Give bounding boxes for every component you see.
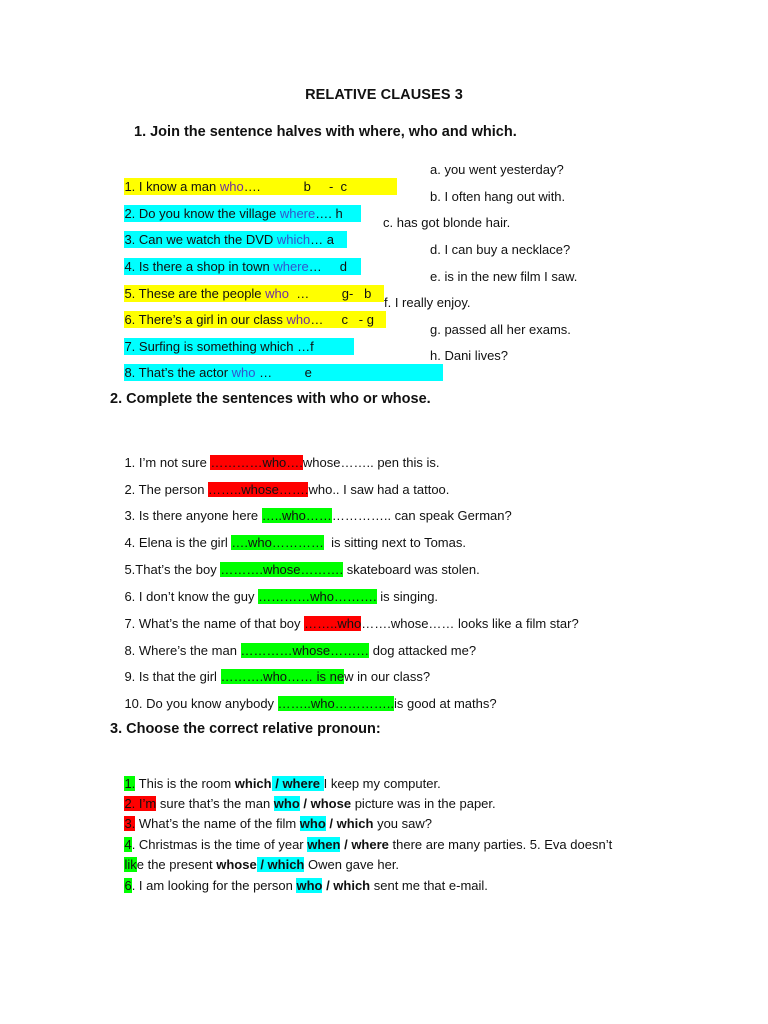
s1-answer-c: c. has got blonde hair. <box>383 215 511 230</box>
s3-item-3: 3. What’s the name of the film who / which you saw? <box>124 816 433 831</box>
s3-item-4: 4. Christmas is the time of year when / where there are many parties. 5. Eva doesn’t <box>124 837 613 852</box>
s3-item-6: 6. I am looking for the person who / which sent me that e-mail. <box>124 878 488 893</box>
s2-item-3: 3. Is there anyone here …..who……………….. can speak German? <box>124 508 512 523</box>
section2-heading: 2. Complete the sentences with who or whose. <box>110 391 431 407</box>
s1-item-4: 4. Is there a shop in town where… d <box>110 241 361 292</box>
s1-answer-b: b. I often hang out with. <box>430 189 566 204</box>
s2-item-10: 10. Do you know anybody ……..who…………..is good at maths? <box>124 696 497 711</box>
s1-item-1: 1. I know a man who…. b - c <box>110 161 397 212</box>
s1-answer-e: e. is in the new film I saw. <box>430 269 578 284</box>
s1-item-6: 6. There’s a girl in our class who… c - g <box>110 294 386 345</box>
s3-item-5: like the present whose / which Owen gave her. <box>124 857 400 872</box>
s2-item-5: 5.That’s the boy ……….whose………. skateboard was stolen. <box>124 562 480 577</box>
s3-item-1: 1. This is the room which / where I keep my computer. <box>124 776 441 791</box>
s2-item-6: 6. I don’t know the guy …………who………. is singing. <box>124 589 439 604</box>
s2-item-8: 8. Where’s the man …………whose……… dog attacked me? <box>124 643 477 658</box>
s2-item-9: 9. Is that the girl ……….who…… is new in our class? <box>124 669 431 684</box>
s1-answer-d: d. I can buy a necklace? <box>430 242 571 257</box>
page-title: RELATIVE CLAUSES 3 <box>305 87 463 103</box>
s1-answer-g: g. passed all her exams. <box>430 322 571 337</box>
section1-heading: 1. Join the sentence halves with where, who and which. <box>134 124 517 140</box>
s1-item-2: 2. Do you know the village where…. h <box>110 188 361 239</box>
section3-heading: 3. Choose the correct relative pronoun: <box>110 721 381 737</box>
s1-item-3: 3. Can we watch the DVD which… a <box>110 214 347 265</box>
s1-answer-h: h. Dani lives? <box>430 348 509 363</box>
s2-item-7: 7. What’s the name of that boy ……..who…….whose…… looks like a film star? <box>124 616 579 631</box>
s2-item-1: 1. I’m not sure …………who….whose…….. pen this is. <box>124 455 440 470</box>
s1-answer-a: a. you went yesterday? <box>430 162 564 177</box>
s1-answer-f: f. I really enjoy. <box>384 295 471 310</box>
s1-item-7: 7. Surfing is something which …f <box>110 321 354 372</box>
s1-item-5: 5. These are the people who … g- b <box>110 268 384 319</box>
s2-item-2: 2. The person ……..whose…….who.. I saw had a tattoo. <box>124 482 450 497</box>
s2-item-4: 4. Elena is the girl ….who………… is sitting next to Tomas. <box>124 535 466 550</box>
s3-item-2: 2. I’m sure that’s the man who / whose picture was in the paper. <box>124 796 496 811</box>
s1-item-8: 8. That’s the actor who … e <box>110 347 443 398</box>
